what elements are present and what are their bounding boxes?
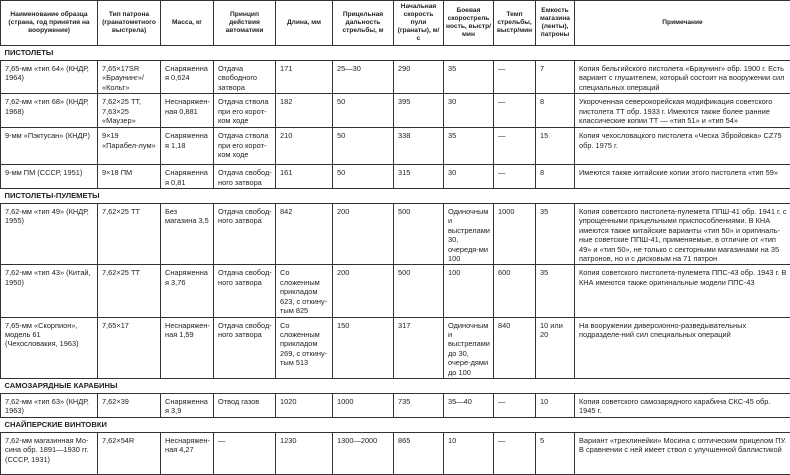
table-cell: 840 [494, 317, 536, 378]
table-cell: — [494, 432, 536, 474]
column-header: Наименование образца (страна, год принятия на вооружение) [1, 1, 98, 46]
section-title: ПИСТОЛЕТЫ-ПУЛЕМЕТЫ [1, 189, 790, 204]
table-cell: 8 [536, 165, 575, 189]
table-cell: 50 [333, 165, 394, 189]
table-cell: — [494, 393, 536, 417]
column-header: Принцип действия автоматики [214, 1, 276, 46]
table-cell: 200 [333, 204, 394, 265]
table-cell: 7,62-мм «тип 68» (КНДР, 1968) [1, 94, 98, 128]
table-cell: 9×19 «Парабел-лум» [98, 128, 161, 165]
table-cell: Отдача свобод-ного затвора [214, 204, 276, 265]
table-cell: — [494, 165, 536, 189]
table-cell: 500 [394, 265, 444, 317]
column-header: Тип патрона (гранатометного выстрела) [98, 1, 161, 46]
table-cell: 290 [394, 61, 444, 94]
table-cell: 200 [333, 265, 394, 317]
table-cell: 7,62×39 [98, 393, 161, 417]
table-cell: 25—30 [333, 61, 394, 94]
table-cell: Неснаряжен-ная 0,881 [161, 94, 214, 128]
table-row [1, 165, 790, 189]
table-cell: 171 [276, 61, 333, 94]
column-header: Боевая скорострельность, выстр/мин [444, 1, 494, 46]
table-cell: Со сложенным прикладом 269, с откину-тым 513 [276, 317, 333, 378]
table-cell: 7,62×25 ТТ, 7,63×25 «Маузер» [98, 94, 161, 128]
table-cell: 7,62-мм «тип 49» (КНДР, 1955) [1, 204, 98, 265]
header-row [1, 1, 790, 46]
table-cell: 10 [536, 393, 575, 417]
table-cell: Снаряженная 0,624 [161, 61, 214, 94]
table-cell: 210 [276, 128, 333, 165]
table-cell: Отдача свободного затвора [214, 61, 276, 94]
table-cell: Без магазина 3,5 [161, 204, 214, 265]
table-cell: 7,62-мм «тип 63» (КНДР, 1963) [1, 393, 98, 417]
table-cell: 9-мм «Пэктусан» (КНДР) [1, 128, 98, 165]
section-row [1, 46, 790, 61]
table-cell: 50 [333, 128, 394, 165]
table-cell: 317 [394, 317, 444, 378]
table-cell: 100 [444, 265, 494, 317]
table-cell: Снаряженная 3,9 [161, 393, 214, 417]
table-cell: 10 или 20 [536, 317, 575, 378]
table-cell: 395 [394, 94, 444, 128]
table-cell: 161 [276, 165, 333, 189]
table-cell: 10 [444, 432, 494, 474]
table-cell: 7,62×25 ТТ [98, 204, 161, 265]
table-cell: Копия советского пистолета-пулемета ППШ-41 обр. 1941 г. с упрощенными прицельными приспособлениями. В КНА имеются также китайские варианты «тип 50» и оригиналь-ные советские ППШ-41, применяемые, в отличие от «тип 49» и «тип 50», не только с секторными магазинами на 35 патронов, но и с дисковым на 71 патрон [575, 204, 790, 265]
table-row [1, 204, 790, 265]
table-cell: — [494, 94, 536, 128]
table-cell: — [494, 128, 536, 165]
table-row [1, 317, 790, 378]
table-cell: 5 [536, 432, 575, 474]
table-cell: 35 [444, 128, 494, 165]
table-cell: 500 [394, 204, 444, 265]
column-header: Прицельная дальность стрельбы, м [333, 1, 394, 46]
table-cell: 1000 [494, 204, 536, 265]
section-title: СНАЙПЕРСКИЕ ВИНТОВКИ [1, 417, 790, 432]
table-cell: 1230 [276, 432, 333, 474]
section-row [1, 189, 790, 204]
column-header: Длина, мм [276, 1, 333, 46]
table-cell: Вариант «трехлинейки» Мосина с оптическим прицелом ПУ. В сравнении с ней имеет ствол с улучшенной баллистикой [575, 432, 790, 474]
table-cell: 50 [333, 94, 394, 128]
section-title: ПИСТОЛЕТЫ [1, 46, 790, 61]
section-row [1, 417, 790, 432]
table-cell: 9-мм ПМ (СССР, 1951) [1, 165, 98, 189]
column-header: Масса, кг [161, 1, 214, 46]
table-cell: 9×18 ПМ [98, 165, 161, 189]
table-cell: Отдача свобод-ного затвора [214, 317, 276, 378]
table-cell: Неснаряжен-ная 1,59 [161, 317, 214, 378]
section-row [1, 378, 790, 393]
table-cell: Копия советского пистолета-пулемета ППС-43 обр. 1943 г. В КНА имеются также оригинальные модели ППС-43 [575, 265, 790, 317]
table-cell: 7,65-мм «тип 64» (КНДР, 1964) [1, 61, 98, 94]
table-cell: 1300—2000 [333, 432, 394, 474]
table-cell: 7,62-мм магазинная Мо-сина обр. 1891—1930 гг. (СССР, 1931) [1, 432, 98, 474]
table-cell: 315 [394, 165, 444, 189]
table-row [1, 94, 790, 128]
table-cell: Имеются также китайские копии этого пистолета «тип 59» [575, 165, 790, 189]
table-cell: 7,65×17 [98, 317, 161, 378]
table-cell: Неснаряжен-ная 4,27 [161, 432, 214, 474]
table-cell: 35 [536, 265, 575, 317]
table-cell: Отвод газов [214, 393, 276, 417]
table-cell: 7,62×54R [98, 432, 161, 474]
table-cell: Отдача свобод-ного затвора [214, 165, 276, 189]
table-row [1, 432, 790, 474]
table-cell: 865 [394, 432, 444, 474]
table-cell: — [214, 432, 276, 474]
table-cell: 30 [444, 165, 494, 189]
table-cell: Отдача ствола при его корот-ком ходе [214, 94, 276, 128]
table-cell: Копия бельгийского пистолета «Браунинг» обр. 1900 г. Есть вариант с глушителем, который состоит на вооружении сил специальных операций [575, 61, 790, 94]
table-row [1, 265, 790, 317]
table-row [1, 393, 790, 417]
column-header: Начальная скорость пули (гранаты), м/с [394, 1, 444, 46]
table-row [1, 61, 790, 94]
table-row [1, 128, 790, 165]
column-header: Темп стрельбы, выстр/мин [494, 1, 536, 46]
table-cell: 7,62-мм «тип 43» (Китай, 1950) [1, 265, 98, 317]
table-cell: 7 [536, 61, 575, 94]
table-cell: 35 [444, 61, 494, 94]
table-cell: 7,65-мм «Скорпион», модель 61 (Чехословакия, 1963) [1, 317, 98, 378]
table-cell: Снаряженная 1,18 [161, 128, 214, 165]
table-cell: На вооружении диверсионно-разведывательных подразделе-ний сил специальных операций [575, 317, 790, 378]
table-cell: Укороченная северокорейская модификация советского пистолета ТТ обр. 1933 г. Имеются также более ранние классические копии ТТ — «тип 51» и «тип 54» [575, 94, 790, 128]
table-cell: 35—40 [444, 393, 494, 417]
table-cell: 30 [444, 94, 494, 128]
table-cell: 35 [536, 204, 575, 265]
table-cell: Отдача свобод-ного затвора [214, 265, 276, 317]
table-cell: 842 [276, 204, 333, 265]
table-cell: 600 [494, 265, 536, 317]
column-header: Емкость магазина (ленты), патроны [536, 1, 575, 46]
table-cell: 1020 [276, 393, 333, 417]
table-cell: 182 [276, 94, 333, 128]
section-title: САМОЗАРЯДНЫЕ КАРАБИНЫ [1, 378, 790, 393]
table-cell: Копия советского самозарядного карабина СКС-45 обр. 1945 г. [575, 393, 790, 417]
table-cell: Копия чехословацкого пистолета «Ческа Збройовка» CZ75 обр. 1975 г. [575, 128, 790, 165]
table-cell: Отдача ствола при его корот-ком ходе [214, 128, 276, 165]
table-cell: Одиночными выстрелами 30, очередя-ми 100 [444, 204, 494, 265]
table-cell: 8 [536, 94, 575, 128]
table-cell: Снаряженная 3,76 [161, 265, 214, 317]
table-cell: Одиночными выстрелами до 30, очере-дями до 100 [444, 317, 494, 378]
table-cell: 7,65×17SR «Браунинг»/ «Кольт» [98, 61, 161, 94]
table-cell: 735 [394, 393, 444, 417]
table-cell: 7,62×25 ТТ [98, 265, 161, 317]
table-cell: Со сложенным прикладом 623, с откину-тым 825 [276, 265, 333, 317]
table-cell: — [494, 61, 536, 94]
table-cell: 338 [394, 128, 444, 165]
table-cell: 1000 [333, 393, 394, 417]
table-cell: 150 [333, 317, 394, 378]
table-cell: 15 [536, 128, 575, 165]
column-header: Примечание [575, 1, 790, 46]
table-cell: Снаряженная 0,81 [161, 165, 214, 189]
